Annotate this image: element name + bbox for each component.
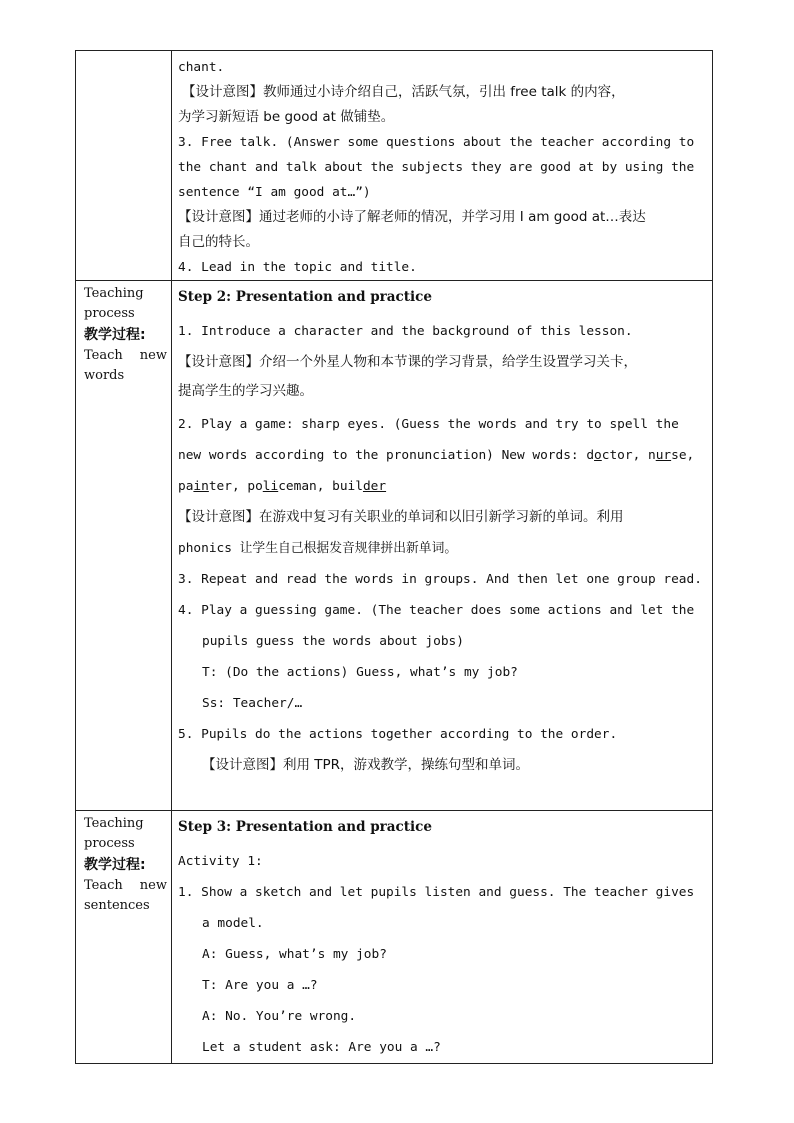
text-line: 提高学生的学习兴趣。 <box>178 383 313 399</box>
text-line: sentence “I am good at…”) <box>178 185 371 200</box>
step-title: Step 3: Presentation and practice <box>178 819 432 835</box>
text-line: chant. <box>178 60 225 75</box>
text-line: pupils guess the words about jobs) <box>202 634 464 649</box>
row-label-empty <box>76 51 172 281</box>
text-line: 1. Introduce a character and the background of this lesson. <box>178 324 633 339</box>
label-process: process <box>84 306 135 321</box>
label-word: words <box>84 368 125 383</box>
label-word: Teach <box>84 348 123 363</box>
table-row-teach-new-sentences <box>76 811 713 1064</box>
text-line: Activity 1: <box>178 854 263 869</box>
row-label-cell <box>76 281 172 811</box>
label-teach-new <box>84 346 167 366</box>
design-intent-line: 【设计意图】利用 TPR，游戏教学，操练句型和单词。 <box>202 757 530 773</box>
text-line: 2. Play a game: sharp eyes. (Guess the words and try to spell the <box>178 417 679 432</box>
design-intent-line: 【设计意图】通过老师的小诗了解老师的情况，并学习用 I am good at…表达 <box>178 209 646 225</box>
text-segment: new words according to the pronunciation) New words: d <box>178 448 595 463</box>
design-intent-line: 【设计意图】教师通过小诗介绍自己，活跃气氛，引出 free talk 的内容， <box>182 84 625 100</box>
design-intent-line: 【设计意图】在游戏中复习有关职业的单词和以旧引新学习新的单词。利用 <box>178 509 624 525</box>
lesson-plan-table <box>75 50 713 1064</box>
text-line: 1. Show a sketch and let pupils listen and guess. The teacher gives <box>178 885 695 900</box>
dialogue-line: T: (Do the actions) Guess, what’s my job? <box>202 665 518 680</box>
row-content-warmup <box>172 51 713 281</box>
dialogue-line: Ss: Teacher/… <box>202 696 303 711</box>
dialogue-line: Let a student ask: Are you a …? <box>202 1040 441 1055</box>
table-row-teach-new-words <box>76 281 713 811</box>
underlined-phonics: ur <box>655 448 672 463</box>
table-row-warmup <box>76 51 713 281</box>
text-line: 3. Free talk. (Answer some questions about the teacher according to <box>178 135 695 150</box>
new-words-line <box>178 471 706 502</box>
text-line: a model. <box>202 916 264 931</box>
label-word: new <box>139 348 167 363</box>
label-word: sentences <box>84 898 150 913</box>
text-line: 5. Pupils do the actions together according to the order. <box>178 727 618 742</box>
dialogue-line: T: Are you a …? <box>202 978 318 993</box>
design-intent-line: 【设计意图】介绍一个外星人物和本节课的学习背景，给学生设置学习关卡， <box>178 354 637 370</box>
text-line: the chant and talk about the subjects they are good at by using the <box>178 160 695 175</box>
label-teach-new <box>84 876 167 896</box>
text-line: 为学习新短语 be good at 做铺垫。 <box>178 109 395 125</box>
row-content-teach-new-words <box>172 281 713 811</box>
underlined-phonics: der <box>362 479 387 494</box>
label-word: new <box>139 878 167 893</box>
text-line: phonics 让学生自己根据发音规律拼出新单词。 <box>178 541 458 556</box>
label-word: Teach <box>84 878 123 893</box>
label-teaching: Teaching <box>84 286 144 301</box>
label-chinese: 教学过程: <box>84 857 146 873</box>
step-title: Step 2: Presentation and practice <box>178 289 432 305</box>
underlined-phonics: in <box>193 479 209 494</box>
text-line: 自己的特长。 <box>178 234 259 250</box>
text-line: 4. Lead in the topic and title. <box>178 260 417 275</box>
label-process: process <box>84 836 135 851</box>
row-label-cell <box>76 811 172 1064</box>
dialogue-line: A: No. You’re wrong. <box>202 1009 357 1024</box>
text-segment: ter, po <box>208 479 263 494</box>
text-segment: ctor, n <box>601 448 656 463</box>
underlined-phonics: li <box>262 479 279 494</box>
label-teaching: Teaching <box>84 816 144 831</box>
underlined-phonics: o <box>594 448 602 463</box>
dialogue-line: A: Guess, what’s my job? <box>202 947 387 962</box>
new-words-line <box>178 440 706 471</box>
row-content-teach-new-sentences <box>172 811 713 1064</box>
text-segment: ceman, buil <box>278 479 363 494</box>
text-segment: pa <box>178 479 194 494</box>
text-line: 4. Play a guessing game. (The teacher does some actions and let the <box>178 603 695 618</box>
text-segment: se, <box>671 448 695 463</box>
text-line: 3. Repeat and read the words in groups. And then let one group read. <box>178 572 702 587</box>
label-chinese: 教学过程: <box>84 327 146 343</box>
